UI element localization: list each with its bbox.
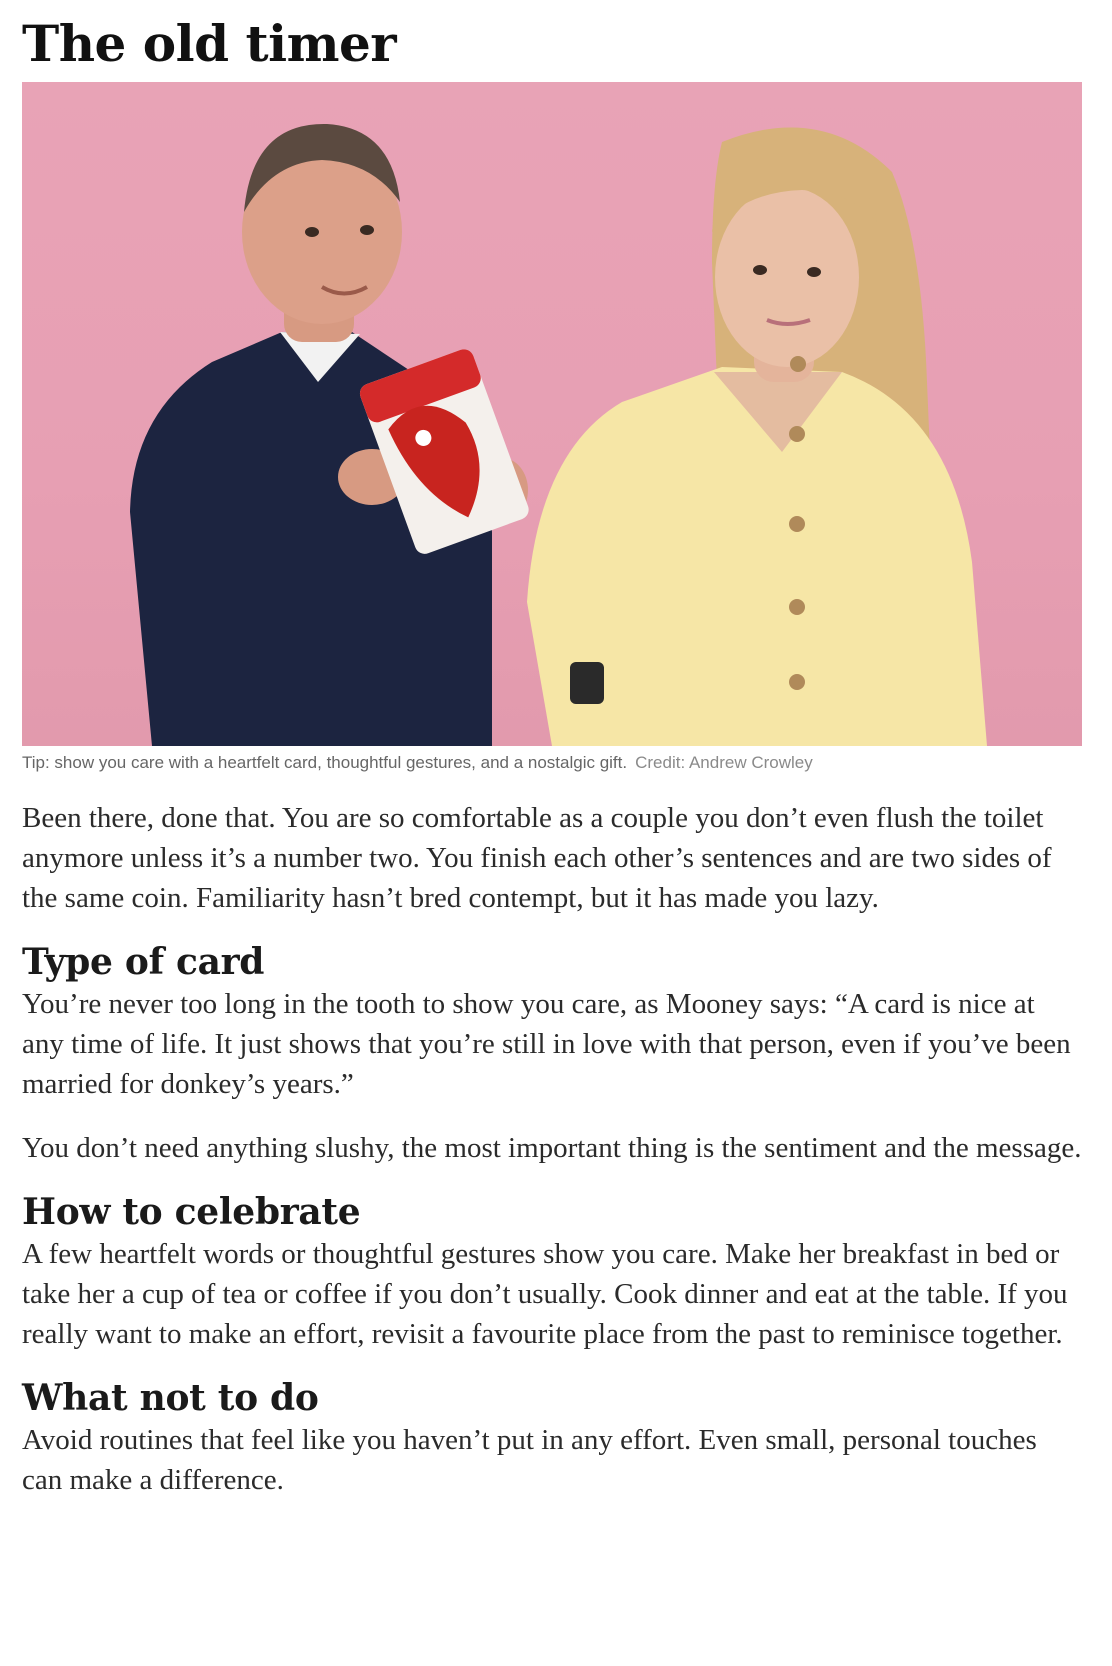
section-paragraph: Avoid routines that feel like you haven’t put in any effort. Even small, personal touches can make a difference. xyxy=(22,1424,1037,1496)
section-paragraph: A few heartfelt words or thoughtful gestures show you care. Make her breakfast in bed or take her a cup of tea or coffee if you don’t usually. Cook dinner and eat at the table. If you really want to make an effort, revisit a favourite place from the past to reminisce together. xyxy=(22,1238,1068,1350)
caption-text: Tip: show you care with a heartfelt card, thoughtful gestures, and a nostalgic gift. xyxy=(22,753,628,772)
section-paragraph: You’re never too long in the tooth to show you care, as Mooney says: “A card is nice at any time of life. It just shows that you’re still in love with that person, even if you’ve been married for donkey’s years.” xyxy=(22,988,1071,1100)
article xyxy=(22,0,1082,1500)
article-photo xyxy=(22,82,1082,746)
photo-illustration xyxy=(22,82,1082,746)
section-heading-what-not-to-do: What not to do xyxy=(22,1377,319,1419)
intro-paragraph: Been there, done that. You are so comfortable as a couple you don’t even flush the toilet anymore unless it’s a number two. You finish each other’s sentences and are two sides of the same coin. Familiarity hasn’t bred contempt, but it has made you lazy. xyxy=(22,802,1052,914)
article-title: The old timer xyxy=(22,14,397,73)
section-paragraph: You don’t need anything slushy, the most important thing is the sentiment and the message. xyxy=(22,1132,1082,1164)
woman-figure xyxy=(527,127,987,746)
photo-credit: Credit: Andrew Crowley xyxy=(635,753,813,772)
section-heading-type-of-card: Type of card xyxy=(22,941,265,983)
photo-caption xyxy=(22,752,1082,774)
section-heading-how-to-celebrate: How to celebrate xyxy=(22,1191,361,1233)
